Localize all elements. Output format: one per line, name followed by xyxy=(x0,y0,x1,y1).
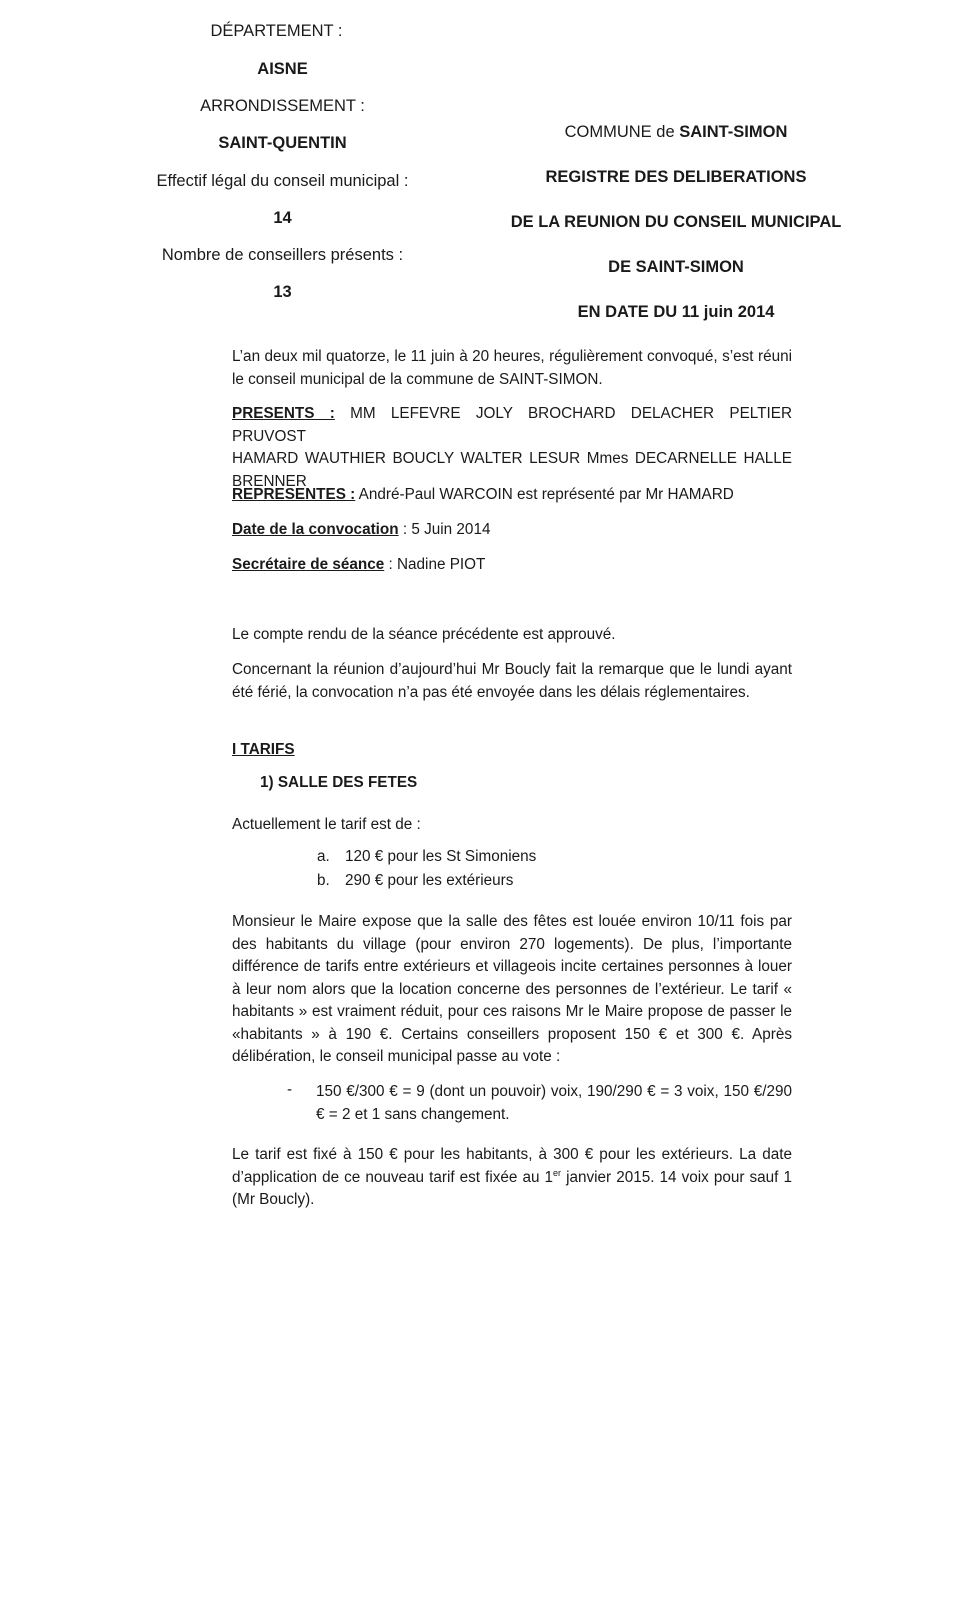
convocation-line xyxy=(232,519,792,542)
tarif-marker-b: b. xyxy=(317,872,330,889)
presents-count-label: Nombre de conseillers présents : xyxy=(161,246,404,264)
tarif-marker-a: a. xyxy=(317,848,330,865)
expose-paragraph: Monsieur le Maire expose que la salle des fêtes est louée environ 10/11 fois par des habitants du village (pour environ 270 logements). De plus, l’importante différence de tarifs entre extérieurs et villageois incite certaines personnes à louer à leur nom alors que la location concerne des personnes de l’extérieur. Le tarif « habitants » est vraiment réduit, pour ces raisons Mr le Maire propose de passer le «habitants » à 190 €. Certains conseillers proposent 150 € et 300 €. Après délibération, le conseil municipal passe au vote : xyxy=(232,913,792,1065)
meeting-date: EN DATE DU 11 juin 2014 xyxy=(577,303,775,321)
registre-title: REGISTRE DES DELIBERATIONS xyxy=(545,168,807,186)
representes-value: André-Paul WARCOIN est représenté par Mr HAMARD xyxy=(358,486,734,503)
tarif-item-a: 120 € pour les St Simoniens xyxy=(345,848,537,865)
secretaire-label: Secrétaire de séance xyxy=(232,556,385,573)
tarif-intro: Actuellement le tarif est de : xyxy=(232,816,421,833)
conclusion-sup: er xyxy=(553,1167,562,1178)
representes-label: REPRESENTES : xyxy=(232,486,356,503)
commune-title: DE SAINT-SIMON xyxy=(608,258,744,276)
arrondissement-value: SAINT-QUENTIN xyxy=(218,134,347,152)
vote-marker: - xyxy=(287,1081,293,1098)
effectif-value: 14 xyxy=(273,209,292,227)
commune-prefix: COMMUNE de xyxy=(564,123,680,141)
section-title xyxy=(232,739,792,762)
secretaire-value: : Nadine PIOT xyxy=(384,556,486,573)
convocation-label: Date de la convocation xyxy=(232,521,399,538)
effectif-label: Effectif légal du conseil municipal : xyxy=(156,172,409,190)
tarif-item-b: 290 € pour les extérieurs xyxy=(345,872,514,889)
conclusion-part-1: Le tarif est fixé à 150 € pour les habitants, à 300 € pour les extérieurs. La date d’application de ce nouveau tarif est fixée au 1 xyxy=(232,1146,792,1186)
presents-paragraph xyxy=(232,403,792,493)
reunion-title: DE LA REUNION DU CONSEIL MUNICIPAL xyxy=(510,213,842,231)
commune-heading xyxy=(480,123,872,142)
presents-line-3: BRENNER xyxy=(232,472,307,490)
subsection-title: 1) SALLE DES FETES xyxy=(260,774,418,791)
convocation-value: : 5 Juin 2014 xyxy=(398,521,491,538)
departement-value: AISNE xyxy=(257,60,308,78)
conclusion-part-2: janvier 2015. 14 voix pour sauf 1 (Mr Boucly). xyxy=(232,1168,792,1208)
presents-line-1 xyxy=(232,403,792,448)
departement-label: DÉPARTEMENT : xyxy=(210,22,343,40)
presents-line-2: HAMARD WAUTHIER BOUCLY WALTER LESUR Mmes DECARNELLE HALLE xyxy=(232,450,792,467)
remarque-paragraph: Concernant la réunion d’aujourd’hui Mr Boucly fait la remarque que le lundi ayant été férié, la convocation n’a pas été envoyée dans les délais réglementaires. xyxy=(232,661,792,701)
conclusion-paragraph xyxy=(232,1144,792,1212)
secretaire-line xyxy=(232,554,792,577)
representes-line xyxy=(232,484,792,507)
arrondissement-label: ARRONDISSEMENT : xyxy=(200,97,365,115)
presents-count-value: 13 xyxy=(273,283,292,301)
presents-names-1: MM LEFEVRE JOLY BROCHARD DELACHER PELTIER PRUVOST xyxy=(232,405,792,445)
commune-name: SAINT-SIMON xyxy=(679,123,788,141)
compte-rendu-line: Le compte rendu de la séance précédente est approuvé. xyxy=(232,626,616,643)
section-title-text: I TARIFS xyxy=(232,741,295,758)
vote-result: 150 €/300 € = 9 (dont un pouvoir) voix, 190/290 € = 3 voix, 150 €/290 € = 2 et 1 sans changement. xyxy=(316,1083,792,1123)
intro-paragraph: L’an deux mil quatorze, le 11 juin à 20 heures, régulièrement convoqué, s’est réuni le conseil municipal de la commune de SAINT-SIMON. xyxy=(232,348,792,388)
presents-label: PRESENTS : xyxy=(232,405,335,422)
